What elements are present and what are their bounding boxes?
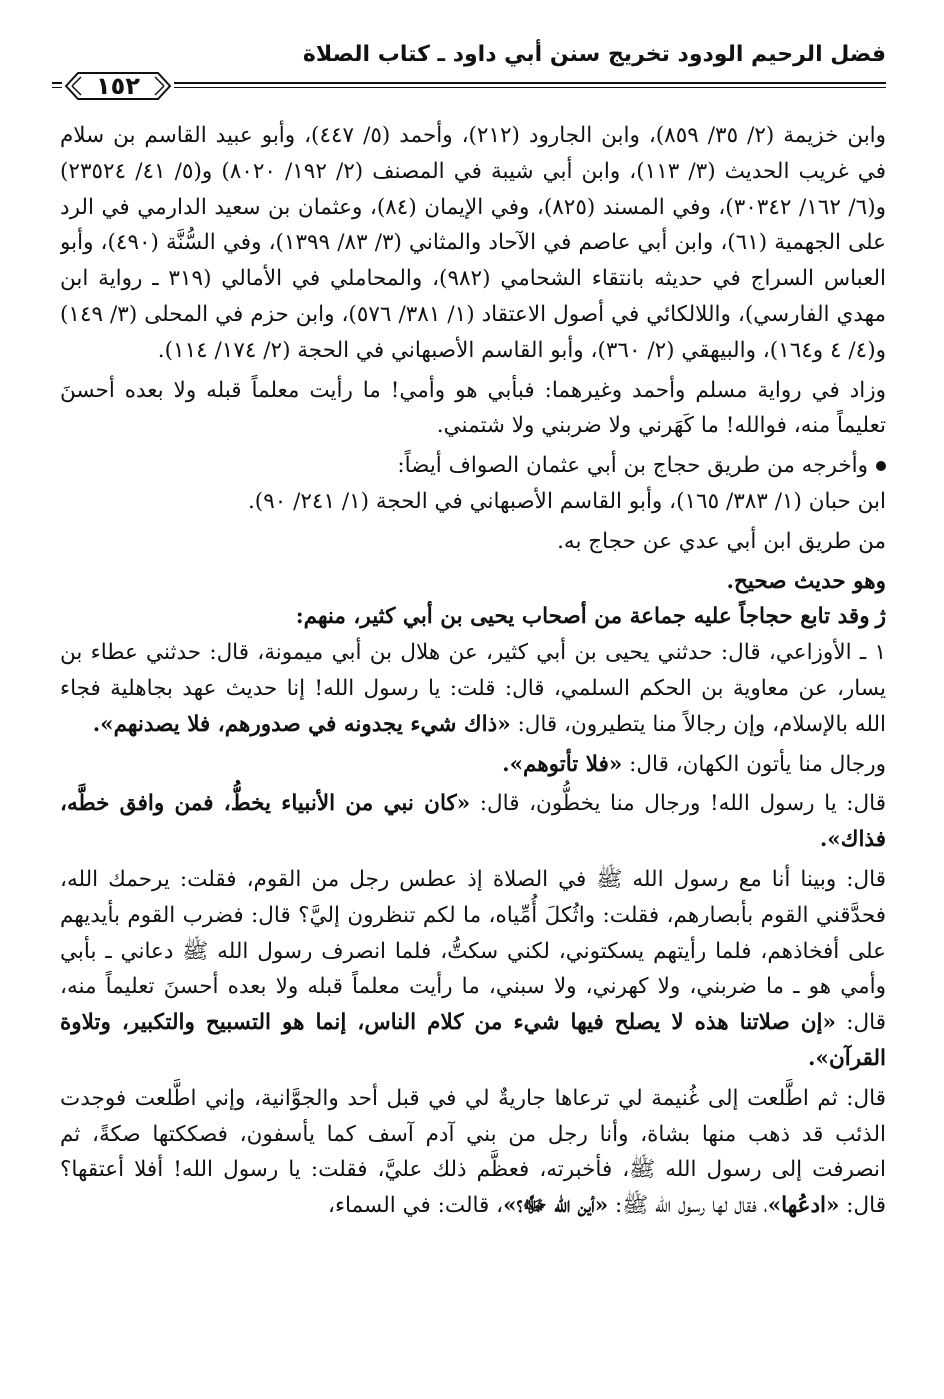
kuhhan-text: ورجال منا يأتون الكهان، قال: [629, 751, 886, 777]
page-header [52, 38, 886, 108]
salah-text: قال: وبينا أنا مع رسول الله ﷺ في الصلاة إذ عطس رجل من القوم، فقلت: يرحمك الله، فحدَّقني القوم بأبصارهم، فقلت: واثُكلَ أُمِّياه، ما لكم تنظرون إليَّ؟ قال: فضرب القوم بأيديهم على أفخاذهم، فلما رأيتهم يسكتوني، لكني سكتُّ، فلما انصرف رسول الله ﷺ دعاني ـ بأبي وأمي هو ـ ما ضربني، ولا كهرني، ولا سبني، ما رأيت معلماً قبله ولا بعده أحسنَ تعليماً منه، قال: [60, 866, 886, 1036]
header-rule-thin [52, 87, 886, 88]
awzai-quote: «ذاك شيء يجدونه في صدورهم، فلا يصدنهم». [92, 711, 511, 737]
running-title: فضل الرحيم الودود تخريج سنن أبي داود ـ كتاب الصلاة [302, 42, 886, 67]
khatt-quote: «كان نبي من الأنبياء يخطُّ، فمن وافق خطَّه، فذاك». [60, 791, 886, 853]
paragraph-awzai [60, 635, 886, 742]
jariya-text: قال: ثم اطَّلعت إلى غُنيمة لي ترعاها جاريةٌ لي في قبل أحد والجوَّانية، وإني اطَّلعت فوجدت الذئب قد ذهب منها بشاة، وأنا رجل من بني آدم آسف كما يأسفون، فصككتها صكةً، ثم انصرفت إلى رسول الله ﷺ، فأخبرته، فعظَّم ذلك عليَّ، فقلت: يا رسول الله! أفلا أعتقها؟ قال: [60, 1085, 886, 1219]
paragraph-verdict: وهو حديث صحيح. [726, 568, 886, 594]
followers-text: وقد تابع حجاجاً عليه جماعة من أصحاب يحيى بن أبي كثير، منهم: [295, 604, 870, 630]
paragraph-khatt [60, 786, 886, 858]
header-rule [52, 82, 886, 84]
bullet-icon [876, 461, 886, 471]
paragraph-ibn-hibban: ابن حبان (١/ ٣٨٣/ ١٦٥)، وأبو القاسم الأصبهاني في الحجة (١/ ٢٤١/ ٩٠). [247, 488, 886, 514]
paragraph-followers [60, 599, 886, 635]
paragraph-route: من طريق ابن أبي عدي عن حجاج به. [557, 528, 886, 554]
paragraph-salah [60, 862, 886, 1077]
jariya-end: ، قالت: في السماء، [328, 1193, 504, 1219]
paragraph-kuhhan [60, 747, 886, 783]
paragraph-addition: وزاد في رواية مسلم وأحمد وغيرهما: فبأبي هو وأمي! ما رأيت معلماً قبله ولا بعده أحسنَ تعليماً منه، فوالله! ما كَهَرني ولا ضربني ولا شتمني. [60, 377, 886, 439]
jariya-quote-2: «أين الله ﷻ؟» [503, 1193, 609, 1219]
salah-quote: «إن صلاتنا هذه لا يصلح فيها شيء من كلام الناس، إنما هو التسبيح والتكبير، وتلاوة القرآن». [60, 1010, 886, 1071]
paragraph-jariya [60, 1081, 886, 1224]
paragraph-bullet [60, 448, 886, 484]
page-number-badge [62, 69, 174, 103]
kuhhan-quote: «فلا تأتوهم». [502, 751, 623, 777]
page-number: ١٥٢ [96, 72, 140, 100]
jariya-mid: ، فقال لها رسول الله ﷺ: [615, 1193, 768, 1219]
page-body [60, 118, 886, 1388]
khatt-text: قال: يا رسول الله! ورجال منا يخطُّون، قال: [479, 791, 886, 817]
bullet-text: وأخرجه من طريق حجاج بن أبي عثمان الصواف أيضاً: [397, 453, 868, 479]
fleuron-icon: ﮊ [875, 604, 886, 630]
awzai-text: ١ ـ الأوزاعي، قال: حدثني يحيى بن أبي كثير، عن هلال بن أبي ميمونة، قال: حدثني عطاء بن يسار، عن معاوية بن الحكم السلمي، قال: قلت: يا رسول الله! إنا حديث عهد بجاهلية فجاء الله بالإسلام، وإن رجالاً منا يتطيرون، قال: [60, 640, 886, 737]
paragraph-references: وابن خزيمة (٢/ ٣٥/ ٨٥٩)، وابن الجارود (٢١٢)، وأحمد (٥/ ٤٤٧)، وأبو عبيد القاسم بن سلام في غريب الحديث (٣/ ١١٣)، وابن أبي شيبة في المصنف (٢/ ١٩٢/ ٨٠٢٠) و(٥/ ٤١/ ٢٣٥٢٤) و(٦/ ١٦٢/ ٣٠٣٤٢)، وفي المسند (٨٢٥)، وفي الإيمان (٨٤)، وعثمان بن سعيد الدارمي في الرد على الجهمية (٦١)، وابن أبي عاصم في الآحاد والمثاني (٣/ ٨٣/ ١٣٩٩)، وفي السُّنَّة (٤٩٠)، وأبو العباس السراج في حديثه بانتقاء الشحامي (٩٨٢)، والمحاملي في الأمالي (٣١٩ ـ رواية ابن مهدي الفارسي)، واللالكائي في أصول الاعتقاد (١/ ٣٨١/ ٥٧٦)، وابن حزم في المحلى (٣/ ١٤٩) و(٤/ ٤ و١٦٤)، والبيهقي (٢/ ٣٦٠)، وأبو القاسم الأصبهاني في الحجة (٢/ ١٧٤/ ١١٤). [60, 123, 886, 363]
jariya-quote-1: «ادعُها» [767, 1193, 840, 1219]
